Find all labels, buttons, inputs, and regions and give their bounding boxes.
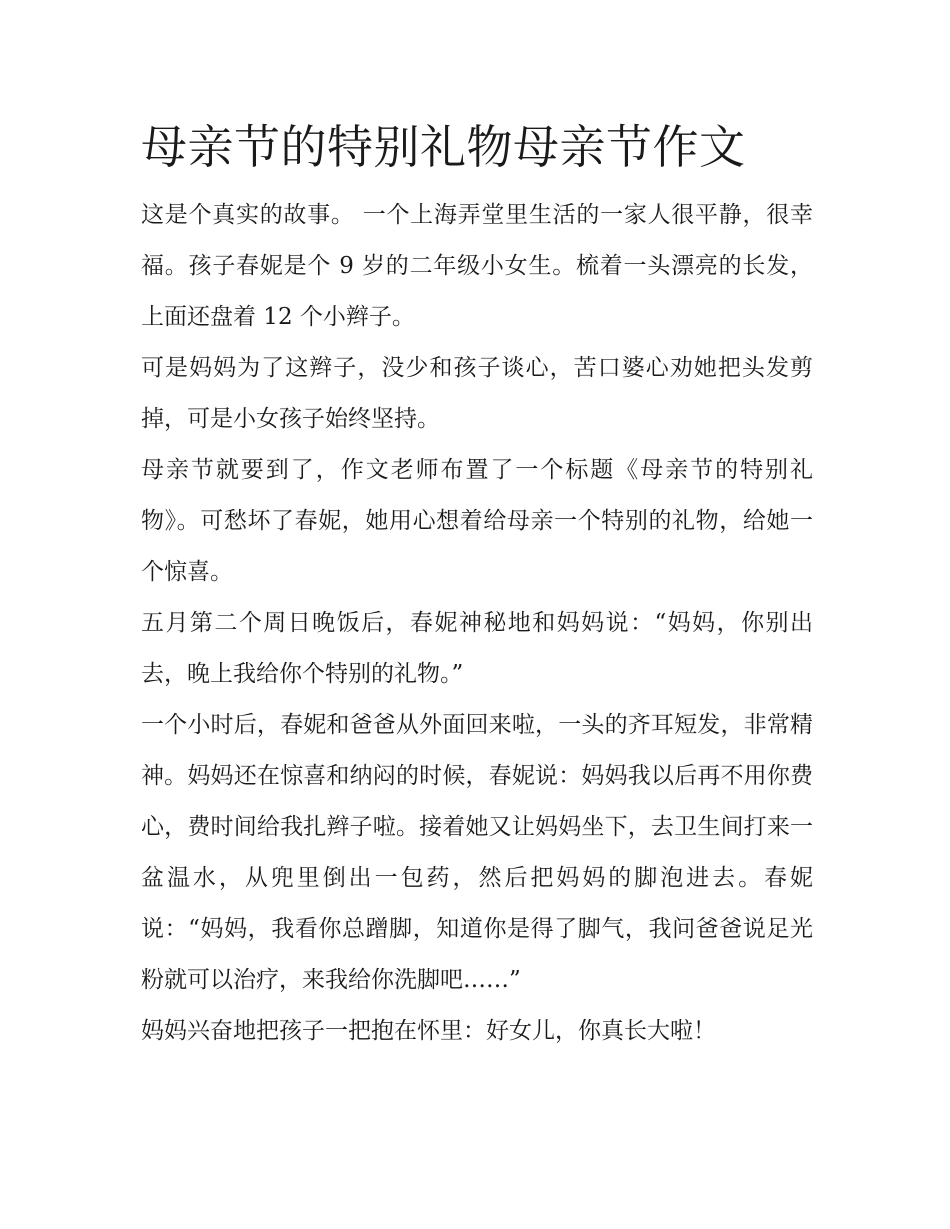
document-title: 母亲节的特别礼物母亲节作文: [141, 120, 746, 174]
paragraph-1: 这是个真实的故事。 一个上海弄堂里生活的一家人很平静，很幸福。孩子春妮是个 9 岁的二年级小女生。梳着一头漂亮的长发，上面还盘着 12 个小辫子。: [141, 202, 813, 330]
paragraph-6: 妈妈兴奋地把孩子一把抱在怀里：好女儿，你真长大啦！: [141, 1018, 716, 1044]
document-page: [141, 112, 813, 1057]
paragraph-2: 可是妈妈为了这辫子，没少和孩子谈心，苦口婆心劝她把头发剪掉，可是小女孩子始终坚持。: [141, 355, 813, 432]
paragraph-3: 母亲节就要到了，作文老师布置了一个标题《母亲节的特别礼物》。可愁坏了春妮，她用心想着给母亲一个特别的礼物，给她一个惊喜。: [141, 457, 813, 585]
paragraph-5: 一个小时后，春妮和爸爸从外面回来啦，一头的齐耳短发，非常精神。妈妈还在惊喜和纳闷的时候，春妮说：妈妈我以后再不用你费心，费时间给我扎辫子啦。接着她又让妈妈坐下，去卫生间打来一盆温水，从兜里倒出一包药，然后把妈妈的脚泡进去。春妮说：“妈妈，我看你总蹭脚，知道你是得了脚气，我问爸爸说足光粉就可以治疗，来我给你洗脚吧……”: [141, 712, 813, 993]
paragraph-4: 五月第二个周日晚饭后，春妮神秘地和妈妈说：“妈妈，你别出去，晚上我给你个特别的礼物。”: [141, 610, 813, 687]
